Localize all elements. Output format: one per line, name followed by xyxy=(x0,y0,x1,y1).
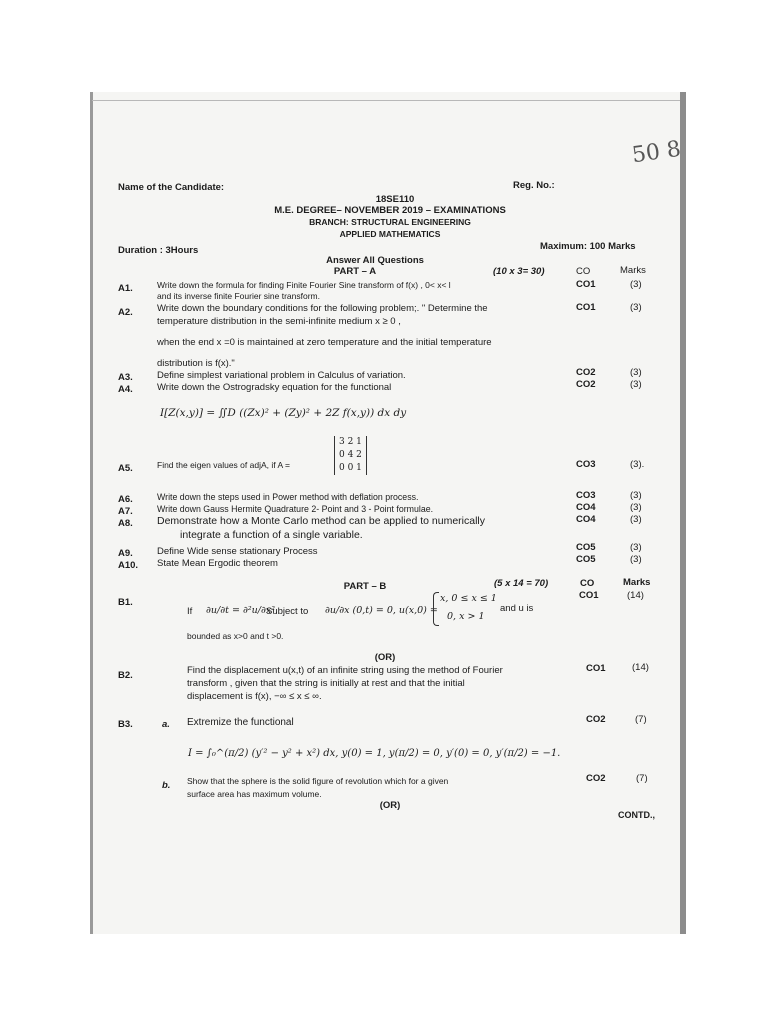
question-text: Write down the boundary conditions for the following problem;. " Determine the xyxy=(157,303,488,314)
question-text: Write down the formula for finding Finite Fourier Sine transform of f(x) , 0< x< l xyxy=(157,280,451,290)
question-text: transform , given that the string is initially at rest and that the initial xyxy=(187,678,465,689)
question-id: A8. xyxy=(118,518,133,529)
b1-case-1: x, 0 ≤ x ≤ 1 xyxy=(440,593,497,604)
question-marks: (3) xyxy=(630,379,642,390)
question-id: A4. xyxy=(118,384,133,395)
branch: BRANCH: STRUCTURAL ENGINEERING xyxy=(309,217,471,227)
question-text: Define Wide sense stationary Process xyxy=(157,546,318,557)
question-co: CO2 xyxy=(576,379,596,390)
subject: APPLIED MATHEMATICS xyxy=(339,229,441,239)
question-co: CO5 xyxy=(576,542,596,553)
max-marks: Maximum: 100 Marks xyxy=(540,241,636,252)
question-id: B3. xyxy=(118,719,133,730)
question-co: CO4 xyxy=(576,514,596,525)
question-marks: (3) xyxy=(630,514,642,525)
matrix-row: 3 2 1 xyxy=(339,437,362,447)
question-text: integrate a function of a single variable. xyxy=(180,529,363,541)
question-id: A7. xyxy=(118,506,133,517)
question-text: when the end x =0 is maintained at zero temperature and the initial temperature xyxy=(157,337,492,348)
question-marks: (3) xyxy=(630,490,642,501)
marks-header: Marks xyxy=(623,577,651,588)
b3a-formula: I = ∫₀^(π/2) (y′² − y² + x²) dx, y(0) = 1, y(π/2) = 0, y′(0) = 0, y′(π/2) = −1. xyxy=(188,748,561,759)
question-marks: (3) xyxy=(630,502,642,513)
question-id: A5. xyxy=(118,463,133,474)
question-text: Write down the steps used in Power method with deflation process. xyxy=(157,492,419,502)
question-text: Find the eigen values of adjA, if A = xyxy=(157,460,291,470)
question-id: A9. xyxy=(118,548,133,559)
part-a-scheme: (10 x 3= 30) xyxy=(493,266,545,277)
question-text: Define simplest variational problem in Calculus of variation. xyxy=(157,370,406,381)
question-id: A6. xyxy=(118,494,133,505)
course-code: 18SE110 xyxy=(375,194,415,205)
question-text: Write down Gauss Hermite Quadrature 2- Point and 3 - Point formulae. xyxy=(157,504,434,514)
question-text: bounded as x>0 and t >0. xyxy=(187,631,284,641)
b1-pde: ∂u/∂t = ∂²u/∂x² xyxy=(206,605,276,616)
question-co: CO2 xyxy=(576,367,596,378)
b1-bc: ∂u/∂x (0,t) = 0, u(x,0) = xyxy=(325,605,438,616)
reg-label: Reg. No.: xyxy=(513,180,555,191)
question-text: displacement is f(x), −∞ ≤ x ≤ ∞. xyxy=(187,691,322,702)
duration: Duration : 3Hours xyxy=(118,245,199,256)
question-id: A2. xyxy=(118,307,133,318)
question-marks: (3). xyxy=(630,459,645,470)
question-co: CO4 xyxy=(576,502,596,513)
sub-question-label: b. xyxy=(162,780,171,791)
left-scan-border xyxy=(90,92,93,934)
question-marks: (7) xyxy=(636,773,648,784)
question-id: B2. xyxy=(118,670,133,681)
continued-label: CONTD., xyxy=(618,810,655,820)
question-id: A1. xyxy=(118,283,133,294)
marks-header: Marks xyxy=(620,265,646,276)
question-marks: (14) xyxy=(632,662,649,673)
question-text: State Mean Ergodic theorem xyxy=(157,558,278,569)
question-text: Show that the sphere is the solid figure of revolution which for a given xyxy=(187,776,449,786)
part-b-title: PART – B xyxy=(343,581,387,592)
right-scan-border xyxy=(680,92,686,934)
question-marks: (3) xyxy=(630,542,642,553)
question-marks: (3) xyxy=(630,302,642,313)
question-co: CO5 xyxy=(576,554,596,565)
exam-title: M.E. DEGREE– NOVEMBER 2019 – EXAMINATIONS xyxy=(274,205,506,216)
question-co: CO3 xyxy=(576,490,596,501)
matrix-a xyxy=(334,436,367,475)
question-id: B1. xyxy=(118,597,133,608)
question-text: surface area has maximum volume. xyxy=(187,789,322,799)
question-marks: (3) xyxy=(630,554,642,565)
question-marks: (3) xyxy=(630,367,642,378)
question-text: Find the displacement u(x,t) of an infinite string using the method of Fourier xyxy=(187,665,503,676)
handwritten-mark: 50 8 xyxy=(630,136,683,169)
question-marks: (3) xyxy=(630,279,642,290)
matrix-row: 0 4 2 xyxy=(339,450,362,460)
question-co: CO3 xyxy=(576,459,596,470)
part-b-scheme: (5 x 14 = 70) xyxy=(494,578,549,589)
question-marks: (7) xyxy=(635,714,647,725)
co-header: CO xyxy=(580,578,595,589)
question-text: Extremize the functional xyxy=(187,717,294,728)
question-text: distribution is f(x)." xyxy=(157,358,235,369)
or-divider: (OR) xyxy=(374,652,396,663)
question-id: A10. xyxy=(118,560,139,571)
sub-question-label: a. xyxy=(162,719,170,730)
piecewise-brace xyxy=(433,592,439,626)
question-co: CO1 xyxy=(579,590,599,601)
question-co: CO1 xyxy=(586,663,606,674)
question-text: Write down the Ostrogradsky equation for the functional xyxy=(157,382,392,393)
or-divider: (OR) xyxy=(379,800,401,811)
functional-formula: I[Z(x,y)] = ∬D ((Zx)² + (Zy)² + 2Z f(x,y)) dx dy xyxy=(160,407,407,419)
question-marks: (14) xyxy=(627,590,644,601)
candidate-label: Name of the Candidate: xyxy=(118,182,225,193)
question-co: CO2 xyxy=(586,773,606,784)
answer-all: Answer All Questions xyxy=(326,255,424,266)
co-header: CO xyxy=(576,266,591,277)
b1-subject: Subject to xyxy=(266,606,309,617)
question-id: A3. xyxy=(118,372,133,383)
question-co: CO1 xyxy=(576,302,596,313)
b1-if: If xyxy=(187,606,193,617)
question-text: Demonstrate how a Monte Carlo method can be applied to numerically xyxy=(157,515,486,527)
part-a-title: PART – A xyxy=(333,266,377,277)
question-text: and its inverse finite Fourier sine transform. xyxy=(157,291,320,301)
question-co: CO2 xyxy=(586,714,606,725)
question-text: temperature distribution in the semi-infinite medium x ≥ 0 , xyxy=(157,316,401,327)
top-scan-border xyxy=(92,100,680,101)
b1-tail: and u is xyxy=(500,603,534,614)
matrix-row: 0 0 1 xyxy=(339,463,362,473)
b1-case-2: 0, x > 1 xyxy=(447,611,485,622)
question-co: CO1 xyxy=(576,279,596,290)
